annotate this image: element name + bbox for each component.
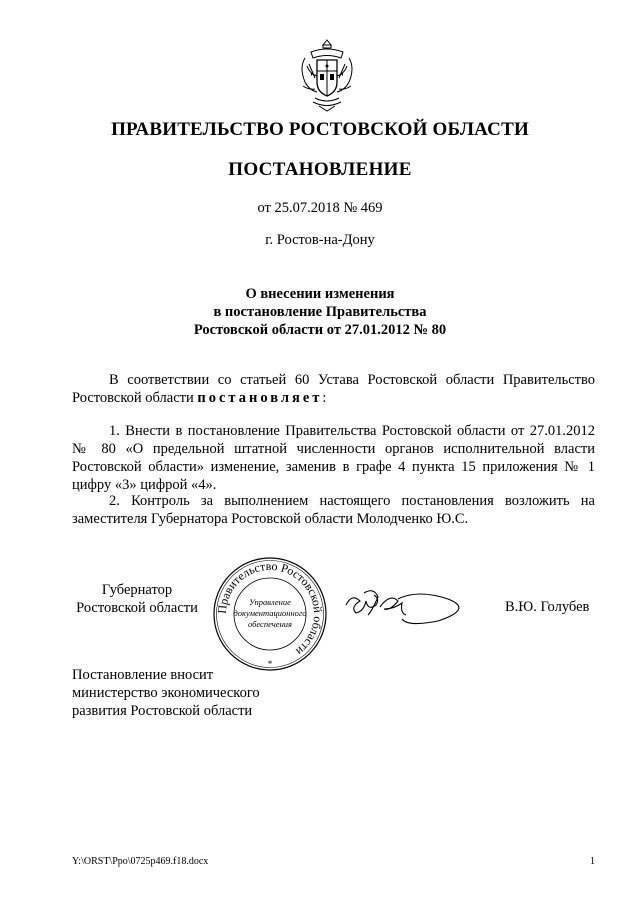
preamble-paragraph	[72, 371, 595, 407]
seal-inner-text: Управление	[249, 597, 291, 607]
seal-outer-text: Правительство Ростовской области	[214, 558, 326, 659]
document-type: ПОСТАНОВЛЕНИЕ	[228, 159, 412, 180]
governor-title	[72, 581, 202, 617]
document-date-number: от 25.07.2018 № 469	[257, 200, 383, 216]
submission-note-line: министерство экономического	[72, 685, 260, 701]
governor-title-line: Ростовской области	[76, 600, 198, 616]
organization-title: ПРАВИТЕЛЬСТВО РОСТОВСКОЙ ОБЛАСТИ	[111, 119, 529, 140]
seal-inner-text: обеспечения	[247, 619, 293, 629]
decides-word: постановляет	[197, 390, 323, 406]
seal-inner-text: документационного	[233, 608, 307, 618]
document-subject	[0, 285, 640, 339]
preamble-text: В соответствии со статьей 60 Устава Ростовской области Правительство Ростовской области	[72, 372, 595, 406]
item-1-paragraph: 1. Внести в постановление Правительства Ростовской области от 27.01.2012 № 80 «О предельной штатной численности органов исполнительной власти Ростовской области» изменение, заменив в графе 4 пункта 15 приложения № 1 цифру «3» цифрой «4».	[72, 423, 595, 493]
document-city: г. Ростов-на-Дону	[265, 232, 375, 248]
subject-line: в постановление Правительства	[213, 304, 427, 320]
subject-line: О внесении изменения	[245, 286, 395, 302]
coat-of-arms-icon	[297, 36, 357, 114]
official-seal-stamp	[211, 555, 329, 673]
handwritten-signature	[338, 585, 478, 625]
file-path: Y:\ORST\Ppo\0725p469.f18.docx	[72, 856, 209, 867]
governor-name: В.Ю. Голубев	[505, 599, 590, 615]
page-number: 1	[590, 856, 595, 867]
subject-line: Ростовской области от 27.01.2012 № 80	[193, 322, 447, 338]
governor-title-line: Губернатор	[101, 582, 173, 598]
item-2-paragraph: 2. Контроль за выполнением настоящего постановления возложить на заместителя Губернатора Ростовской области Молодченко Ю.С.	[72, 493, 595, 527]
submission-note	[72, 666, 260, 720]
seal-star: *	[267, 659, 273, 669]
decides-colon: :	[322, 390, 327, 406]
submission-note-line: Постановление вносит	[72, 667, 214, 683]
submission-note-line: развития Ростовской области	[72, 703, 253, 719]
